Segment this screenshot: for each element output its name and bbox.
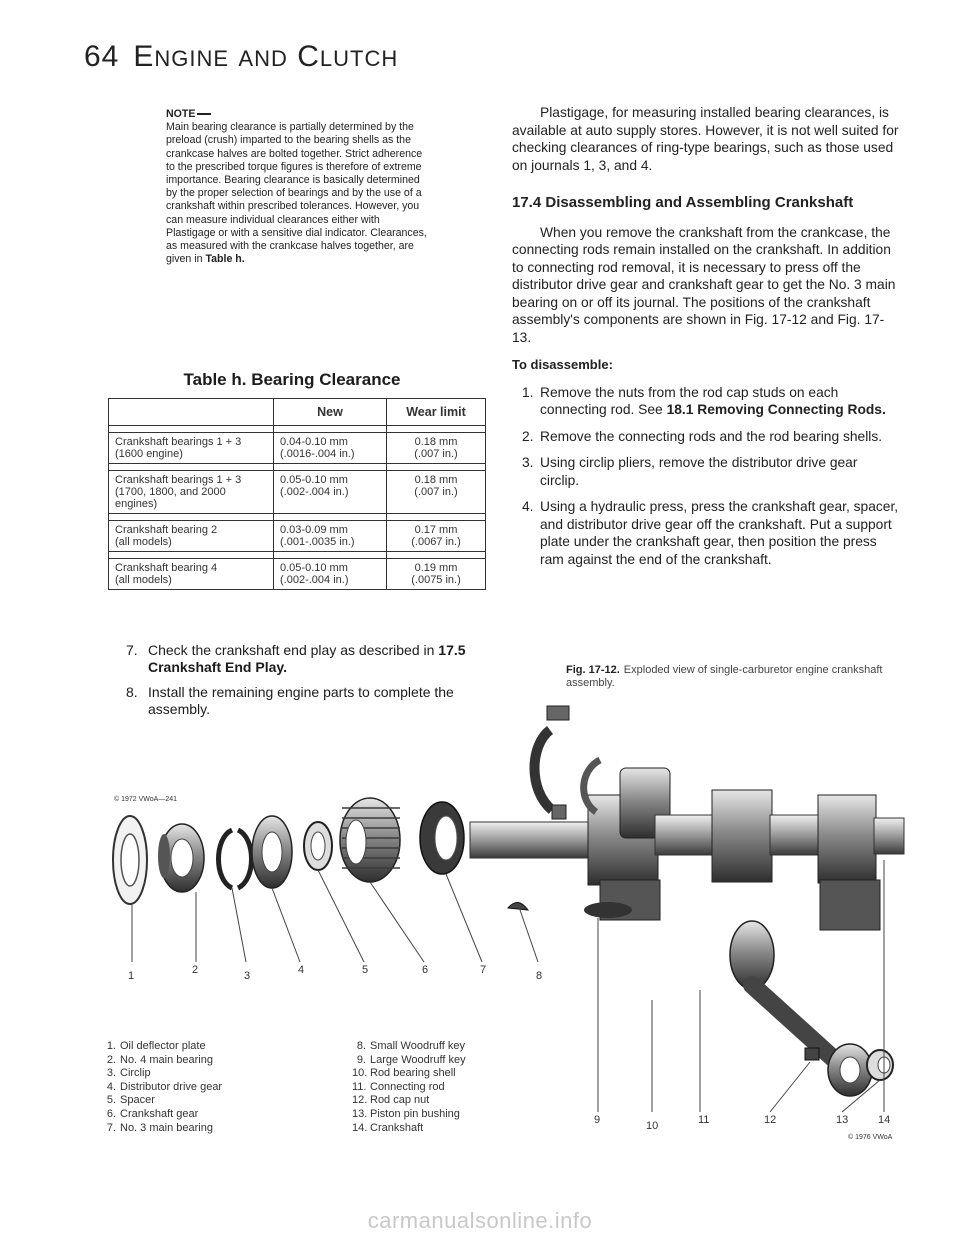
row-part: Crankshaft bearings 1 + 3: [115, 474, 242, 486]
callout-14: 14: [878, 1114, 891, 1126]
main-bearing-4-part: [158, 824, 204, 892]
row-wear-mm: 0.18 mm: [414, 474, 458, 486]
callout-4: 4: [298, 964, 305, 976]
row-new-mm: 0.05-0.10 mm: [280, 562, 348, 574]
figure-label: Fig. 17-12.: [566, 664, 620, 676]
legend-number: 6.: [106, 1107, 116, 1120]
row-wear-in: (.007 in.): [414, 486, 458, 498]
watermark: carmanualsonline.info: [367, 1208, 593, 1233]
row-new-in: (.002-.004 in.): [280, 486, 349, 498]
legend-number: 13.: [352, 1107, 368, 1120]
list-item: [102, 1067, 222, 1081]
step-text: Remove the connecting rods and the rod bearing shells.: [540, 428, 883, 444]
step-text: Using a hydraulic press, press the crankshaft gear, spacer, and distributor drive gear off the crankshaft. Put a support plate under the crankshaft gear, then position the press ram against the end of the crankshaft.: [540, 499, 899, 567]
legend-number: 9.: [356, 1053, 366, 1066]
callout-1: 1: [128, 970, 135, 982]
row-part-detail-2: engines): [115, 498, 158, 510]
callout-5: 5: [362, 964, 369, 976]
step-text: Using circlip pliers, remove the distributor drive gear circlip.: [540, 455, 858, 488]
row-part-detail: (all models): [115, 574, 172, 586]
note-body-text: Main bearing clearance is partially determined by the preload (crush) imparted to the bearing shells as the crankcase halves are bolted together. Strict adherence to the prescribed torque figures is therefore of extreme importance. Bearing clearance is basically determined by the proper selection of bearings and by the use of a crankshaft within prescribed tolerances. However, you can measure individual clearances either with Plastigage or with a sensitive dial indicator. Clearances, as measured with the crankcase halves together, are given in: [166, 121, 427, 266]
row-new-mm: 0.03-0.09 mm: [280, 524, 348, 536]
callout-9: 9: [594, 1114, 601, 1126]
callout-11: 11: [698, 1114, 710, 1126]
title-c: C: [297, 40, 320, 73]
legend-text: Circlip: [120, 1067, 151, 1080]
legend-text: Small Woodruff key: [370, 1040, 465, 1052]
note-table-ref: Table h.: [205, 253, 245, 266]
distributor-drive-gear-part: [252, 816, 292, 888]
step-text: Install the remaining engine parts to complete the assembly.: [148, 684, 454, 717]
row-wear-mm: 0.19 mm: [414, 562, 458, 574]
callout-12: 12: [764, 1114, 777, 1126]
oil-deflector-plate-part: [113, 816, 147, 904]
list-item: [352, 1122, 466, 1136]
step-number: 2.: [522, 428, 534, 444]
row-part-detail: (all models): [115, 536, 172, 548]
legend-number: 11.: [352, 1080, 367, 1093]
title-lutch: LUTCH: [319, 46, 399, 71]
rod-bearing-shell-part: [535, 706, 601, 819]
page-number: 64: [84, 40, 120, 73]
legend-number: 7.: [106, 1121, 116, 1134]
legend-text: Crankshaft gear: [120, 1107, 199, 1120]
list-item: [102, 1054, 222, 1068]
figure-legend-2: [352, 1040, 466, 1135]
legend-text: Crankshaft: [370, 1121, 424, 1134]
step-number: 7.: [126, 642, 138, 658]
row-part: Crankshaft bearings 1 + 3: [115, 436, 242, 448]
legend-text: Rod bearing shell: [370, 1067, 456, 1080]
callout-10: 10: [646, 1120, 659, 1132]
copyright-1972: © 1972 VWoA—241: [114, 796, 178, 803]
step-text: Check the crankshaft end play as described in: [148, 642, 439, 658]
title-e: E: [133, 40, 155, 73]
list-item: [102, 1108, 222, 1122]
legend-text: Connecting rod: [370, 1080, 445, 1093]
row-part-detail: (1600 engine): [115, 448, 183, 460]
legend-text: Oil deflector plate: [120, 1040, 206, 1052]
legend-number: 5.: [106, 1094, 116, 1107]
table-header-new: New: [274, 399, 387, 426]
section-heading: 17.4 Disassembling and Assembling Crankshaft: [512, 194, 854, 211]
callout-8: 8: [536, 970, 543, 982]
row-new-mm: 0.04-0.10 mm: [280, 436, 348, 448]
legend-text: Distributor drive gear: [120, 1080, 223, 1093]
row-new-in: (.001-.0035 in.): [280, 536, 355, 548]
row-part: Crankshaft bearing 2: [115, 524, 218, 536]
circlip-part: [219, 830, 252, 888]
list-item: [352, 1094, 466, 1108]
row-wear-in: (.007 in.): [414, 448, 458, 460]
list-item: [102, 1081, 222, 1095]
list-item: [102, 1040, 222, 1054]
list-item: [102, 1122, 222, 1136]
connecting-rod-part: [730, 921, 872, 1096]
row-new-in: (.002-.004 in.): [280, 574, 349, 586]
copyright-1976: © 1976 VWoA: [848, 1134, 893, 1141]
step-text: Remove the nuts from the rod cap studs on each connecting rod. See: [540, 384, 839, 417]
list-item: [352, 1054, 466, 1068]
row-wear-mm: 0.17 mm: [414, 524, 458, 536]
legend-number: 3.: [106, 1067, 116, 1080]
legend-text: No. 4 main bearing: [120, 1053, 213, 1066]
step-number: 4.: [522, 499, 534, 514]
legend-number: 8.: [356, 1040, 366, 1052]
callout-2: 2: [192, 964, 199, 976]
list-item: [352, 1108, 466, 1122]
table-title: Table h. Bearing Clearance: [183, 370, 401, 389]
crankshaft-gear-part: [340, 798, 400, 882]
legend-text: Piston pin bushing: [370, 1107, 460, 1120]
paragraph-intro: When you remove the crankshaft from the crankcase, the connecting rods remain installed on the crankshaft. In addition to connecting rod removal, it is necessary to press off the distributor drive gear and crankshaft gear to get the No. 3 main bearing on or off its journal. The positions of the crankshaft assembly's components are shown in Fig. 17-12 and Fig. 17-13.: [512, 224, 896, 345]
subheading: To disassemble:: [512, 357, 613, 372]
row-new-mm: 0.05-0.10 mm: [280, 474, 348, 486]
row-new-in: (.0016-.004 in.): [280, 448, 355, 460]
row-wear-mm: 0.18 mm: [414, 436, 458, 448]
title-and: AND: [238, 46, 288, 71]
list-item: [102, 1094, 222, 1108]
legend-number: 2.: [106, 1053, 116, 1066]
legend-text: Rod cap nut: [370, 1094, 430, 1107]
figure-legend-1: [102, 1040, 222, 1135]
legend-text: No. 3 main bearing: [120, 1121, 213, 1134]
step-number: 1.: [522, 384, 534, 400]
row-wear-in: (.0067 in.): [411, 536, 461, 548]
step-number: 8.: [126, 684, 138, 700]
list-item: [352, 1067, 466, 1081]
row-part: Crankshaft bearing 4: [115, 562, 218, 574]
row-part-detail: (1700, 1800, and 2000: [115, 486, 226, 498]
list-item: [352, 1040, 466, 1054]
figure-caption-text: Exploded view of single-carburetor engine crankshaft assembly.: [566, 664, 883, 689]
rod-cap-nut-part: [805, 1048, 819, 1060]
paragraph-plastigage: Plastigage, for measuring installed bearing clearances, is available at auto supply stores. However, it is not well suited for checking clearances of ring-type bearings, such as those used on journals 1, 3, and 4.: [512, 105, 899, 173]
main-bearing-3-part: [420, 802, 464, 874]
large-woodruff-key-part: [584, 902, 632, 918]
callout-13: 13: [836, 1114, 849, 1126]
table-header-wear: Wear limit: [387, 399, 486, 426]
legend-number: 10.: [352, 1067, 368, 1080]
legend-number: 14.: [352, 1121, 368, 1134]
list-item: [352, 1081, 466, 1095]
legend-text: Large Woodruff key: [370, 1053, 466, 1066]
step-ref: 18.1 Removing Connecting Rods.: [666, 402, 886, 417]
callout-3: 3: [244, 970, 251, 982]
legend-text: Spacer: [120, 1094, 155, 1107]
piston-pin-bushing-part: [867, 1050, 893, 1080]
step-ref: 17.5 Crankshaft End Play.: [148, 642, 466, 675]
small-woodruff-key-part: [508, 902, 528, 910]
legend-number: 12.: [352, 1094, 368, 1107]
legend-number: 1.: [106, 1040, 116, 1052]
row-wear-in: (.0075 in.): [411, 574, 461, 586]
legend-number: 4.: [106, 1080, 116, 1093]
callout-6: 6: [422, 964, 429, 976]
step-number: 3.: [522, 455, 534, 470]
callout-7: 7: [480, 964, 487, 976]
title-ngine: NGINE: [154, 46, 230, 71]
note-title: NOTE: [166, 108, 432, 121]
spacer-part: [304, 822, 332, 870]
